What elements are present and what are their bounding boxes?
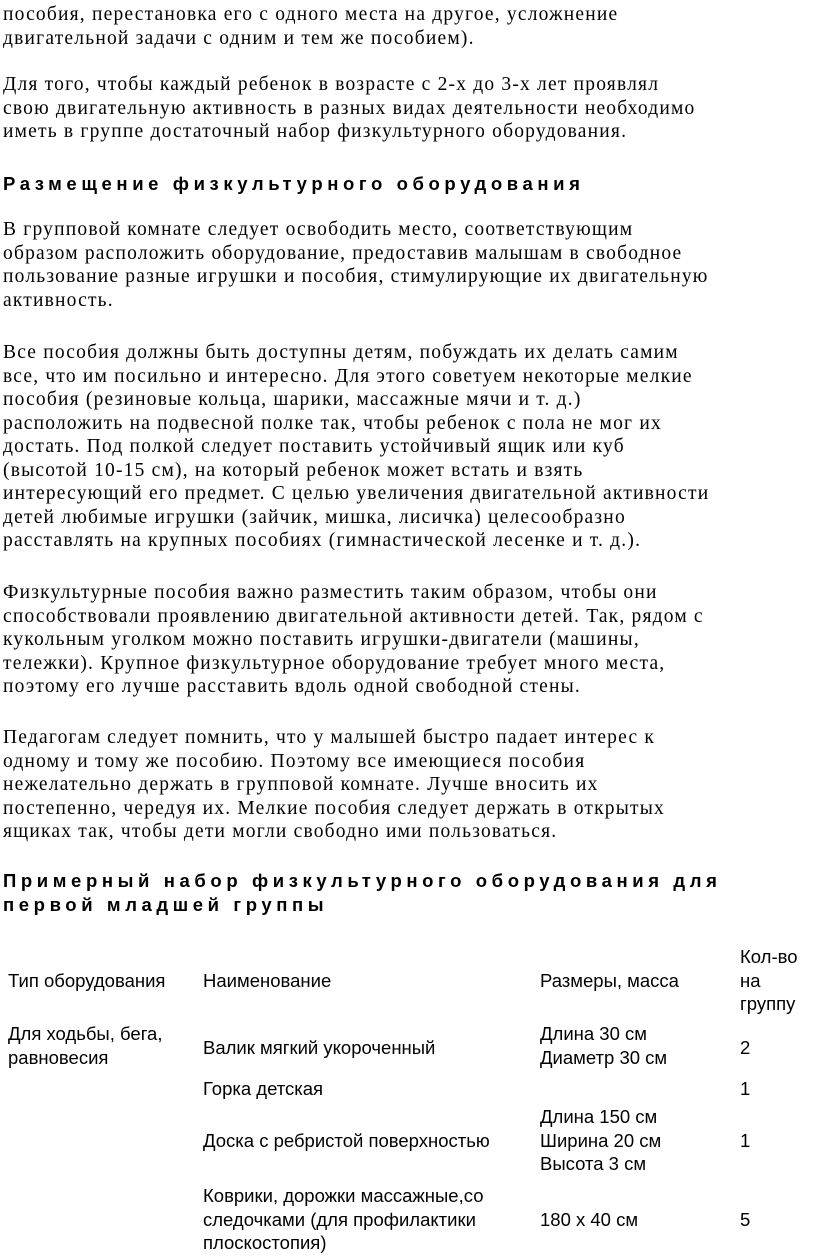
paragraph-accessibility: Все пособия должны быть доступны детям, побуждать их делать самим все, что им посильно и интересно. Для этого советуем некоторые мелкие пособия (резиновые кольца, шарики, массажные мячи и т. д.) расположить на подвесной полке так, чтобы ребенок с пола не мог их достать. Под полкой следует поставить устойчивый ящик или куб (высотой 10-15 см), на который ребенок может встать и взять интересующий его предмет. С целью увеличения двигательной активности детей любимые игрушки (зайчик, мишка, лисичка) целесообразно расставлять на крупных пособиях (гимнастической лесенке и т. д.). [3,342,710,551]
section-heading-equipment-set: Примерный набор физкультурного оборудования для первой младшей группы [3,870,722,915]
section-heading-placement: Размещение физкультурного оборудования [3,173,585,194]
paragraph-interest: Педагогам следует помнить, что у малышей быстро падает интерес к одному и тому же пособию. Поэтому все имеющиеся пособия нежелательно держать в групповой комнате. Лучше вносить их постепенно, чередуя их. Мелкие пособия следует держать в открытых ящиках так, чтобы дети могли свободно ими пользоваться. [3,727,666,842]
table-header-size: Размеры, масса [540,970,679,991]
table-header-name: Наименование [203,970,332,991]
table-cell-qty: 2 [740,1037,751,1058]
table-header-qty: Кол-во на группу [740,946,798,1014]
table-cell-qty: 1 [740,1130,751,1151]
table-header-type: Тип оборудования [8,970,166,991]
table-cell-name: Горка детская [203,1078,324,1099]
table-cell-name: Коврики, дорожки массажные,со следочками (для профилактики плоскостопия) [203,1185,484,1253]
table-cell-name: Валик мягкий укороченный [203,1037,436,1058]
table-cell-size: Длина 150 см Ширина 20 см Высота 3 см [540,1106,662,1174]
paragraph-continuation: пособия, перестановка его с одного места на другое, усложнение двигательной задачи с одним и тем же пособием). [3,4,619,49]
table-cell-type: Для ходьбы, бега, равновесия [8,1023,163,1068]
table-cell-size: 180 х 40 см [540,1209,639,1230]
table-cell-name: Доска с ребристой поверхностью [203,1130,490,1151]
paragraph-room-space: В групповой комнате следует освободить место, соответствующим образом расположить оборудование, предоставив малышам в свободное пользование разные игрушки и пособия, стимулирующие их двигательную активность. [3,219,709,311]
table-cell-qty: 5 [740,1209,751,1230]
paragraph-equipment-need: Для того, чтобы каждый ребенок в возрасте с 2-х до 3-х лет проявлял свою двигательную активность в разных видах деятельности необходимо иметь в группе достаточный набор физкультурного оборудования. [3,74,696,142]
table-cell-size: Длина 30 см Диаметр 30 см [540,1023,668,1068]
table-cell-qty: 1 [740,1078,751,1099]
paragraph-arrangement: Физкультурные пособия важно разместить таким образом, чтобы они способствовали проявлению двигательной активности детей. Так, рядом с кукольным уголком можно поставить игрушки-двигатели (машины, тележки). Крупное физкультурное оборудование требует много места, поэтому его лучше расставить вдоль одной свободной стены. [3,582,704,697]
